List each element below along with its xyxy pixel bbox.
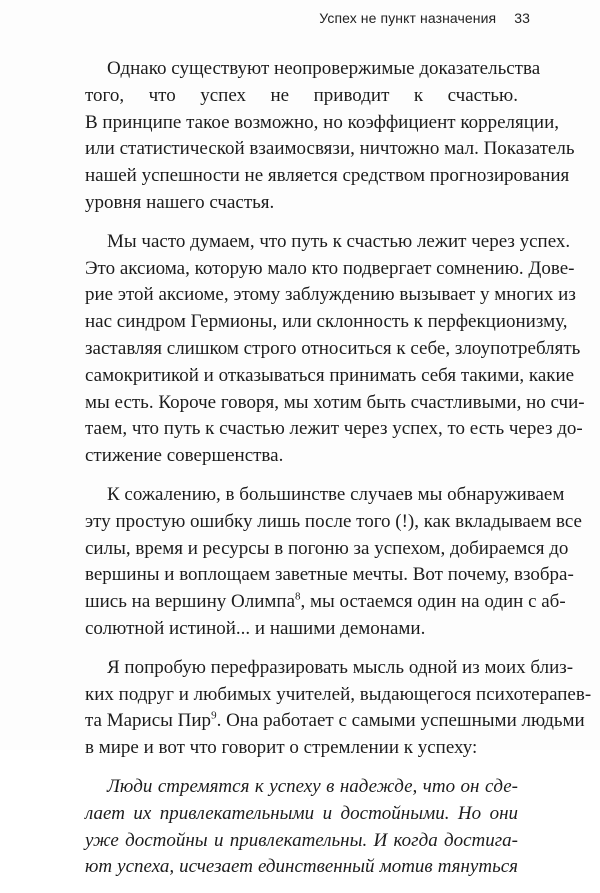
text-line: эту простую ошибку лишь после того (!), как вкладываем все <box>85 510 582 532</box>
text-line: таем, что путь к счастью лежит через успех, то есть через до- <box>85 418 583 440</box>
text-line: ют успеха, исчезает единственный мотив тянуться <box>85 856 518 878</box>
text-line: солютной истиной... и нашими демонами. <box>85 617 426 639</box>
text-line: лает их привлекательными и достойными. Но они <box>85 802 518 824</box>
text-line: в мире и вот что говорит о стремлении к успеху: <box>85 737 478 759</box>
text-line: того, что успех не приводит к счастью. <box>85 84 518 106</box>
text-line: стижение совершенства. <box>85 445 284 467</box>
paragraph-4 <box>85 655 592 762</box>
text-line: нашей успешности не является средством прогнозирования <box>85 165 570 187</box>
block-quote <box>85 774 518 881</box>
text-line: нас синдром Гермионы, или склонность к перфекционизму, <box>85 311 568 333</box>
page-number: 33 <box>514 10 530 26</box>
text-line: вершины и воплощаем заветные мечты. Вот почему, взобра- <box>85 564 574 586</box>
text-line: В принципе такое возможно, но коэффициент корреляции, <box>85 111 559 133</box>
text-segment: та Марисы Пир <box>85 710 212 732</box>
text-segment: шись на вершину Олимпа <box>85 591 296 613</box>
text-line <box>85 708 585 735</box>
text-line: К сожалению, в большинстве случаев мы обнаруживаем <box>107 483 565 505</box>
paragraph-2 <box>85 229 585 470</box>
text-line: Это аксиома, которую мало кто подвергает сомнению. Дове- <box>85 257 575 279</box>
footnote-marker: 8 <box>295 590 301 603</box>
text-line: Я попробую перефразировать мысль одной из моих близ- <box>107 656 574 678</box>
text-line <box>85 589 566 616</box>
text-line: Однако существуют неопровержимые доказательства <box>107 58 541 79</box>
text-line: или статистической взаимосвязи, ничтожно мал. Показатель <box>85 138 575 160</box>
text-line: ких подруг и любимых учителей, выдающегося психотерапев- <box>85 683 592 705</box>
footnote-marker: 9 <box>211 710 217 722</box>
running-title: Успех не пункт назначения <box>319 10 497 26</box>
paragraph-3 <box>85 482 582 643</box>
text-line: силы, время и ресурсы в погоню за успехом, добираемся до <box>85 537 569 559</box>
text-line: уже достойны и привлекательны. И когда достига- <box>85 829 518 851</box>
text-line: уровня нашего счастья. <box>85 191 275 213</box>
text-segment: . Она работает с самыми успешными людьми <box>216 710 585 732</box>
text-line: рие этой аксиоме, этому заблуждению вызывает у многих из <box>85 284 576 306</box>
text-line: Люди стремятся к успеху в надежде, что он сде- <box>107 775 518 797</box>
text-line: Мы часто думаем, что путь к счастью лежит через успех. <box>107 230 571 252</box>
text-line: самокритикой и отказываться принимать себя такими, какие <box>85 364 575 386</box>
text-line: заставляя слишком строго относиться к себе, злоупотреблять <box>85 337 581 359</box>
text-segment: , мы остаемся один на один с аб- <box>300 591 566 613</box>
paragraph-1 <box>85 56 575 217</box>
running-head <box>319 10 530 26</box>
text-line: мы есть. Короче говоря, мы хотим быть счастливыми, но счи- <box>85 391 585 413</box>
body-text <box>85 56 592 893</box>
